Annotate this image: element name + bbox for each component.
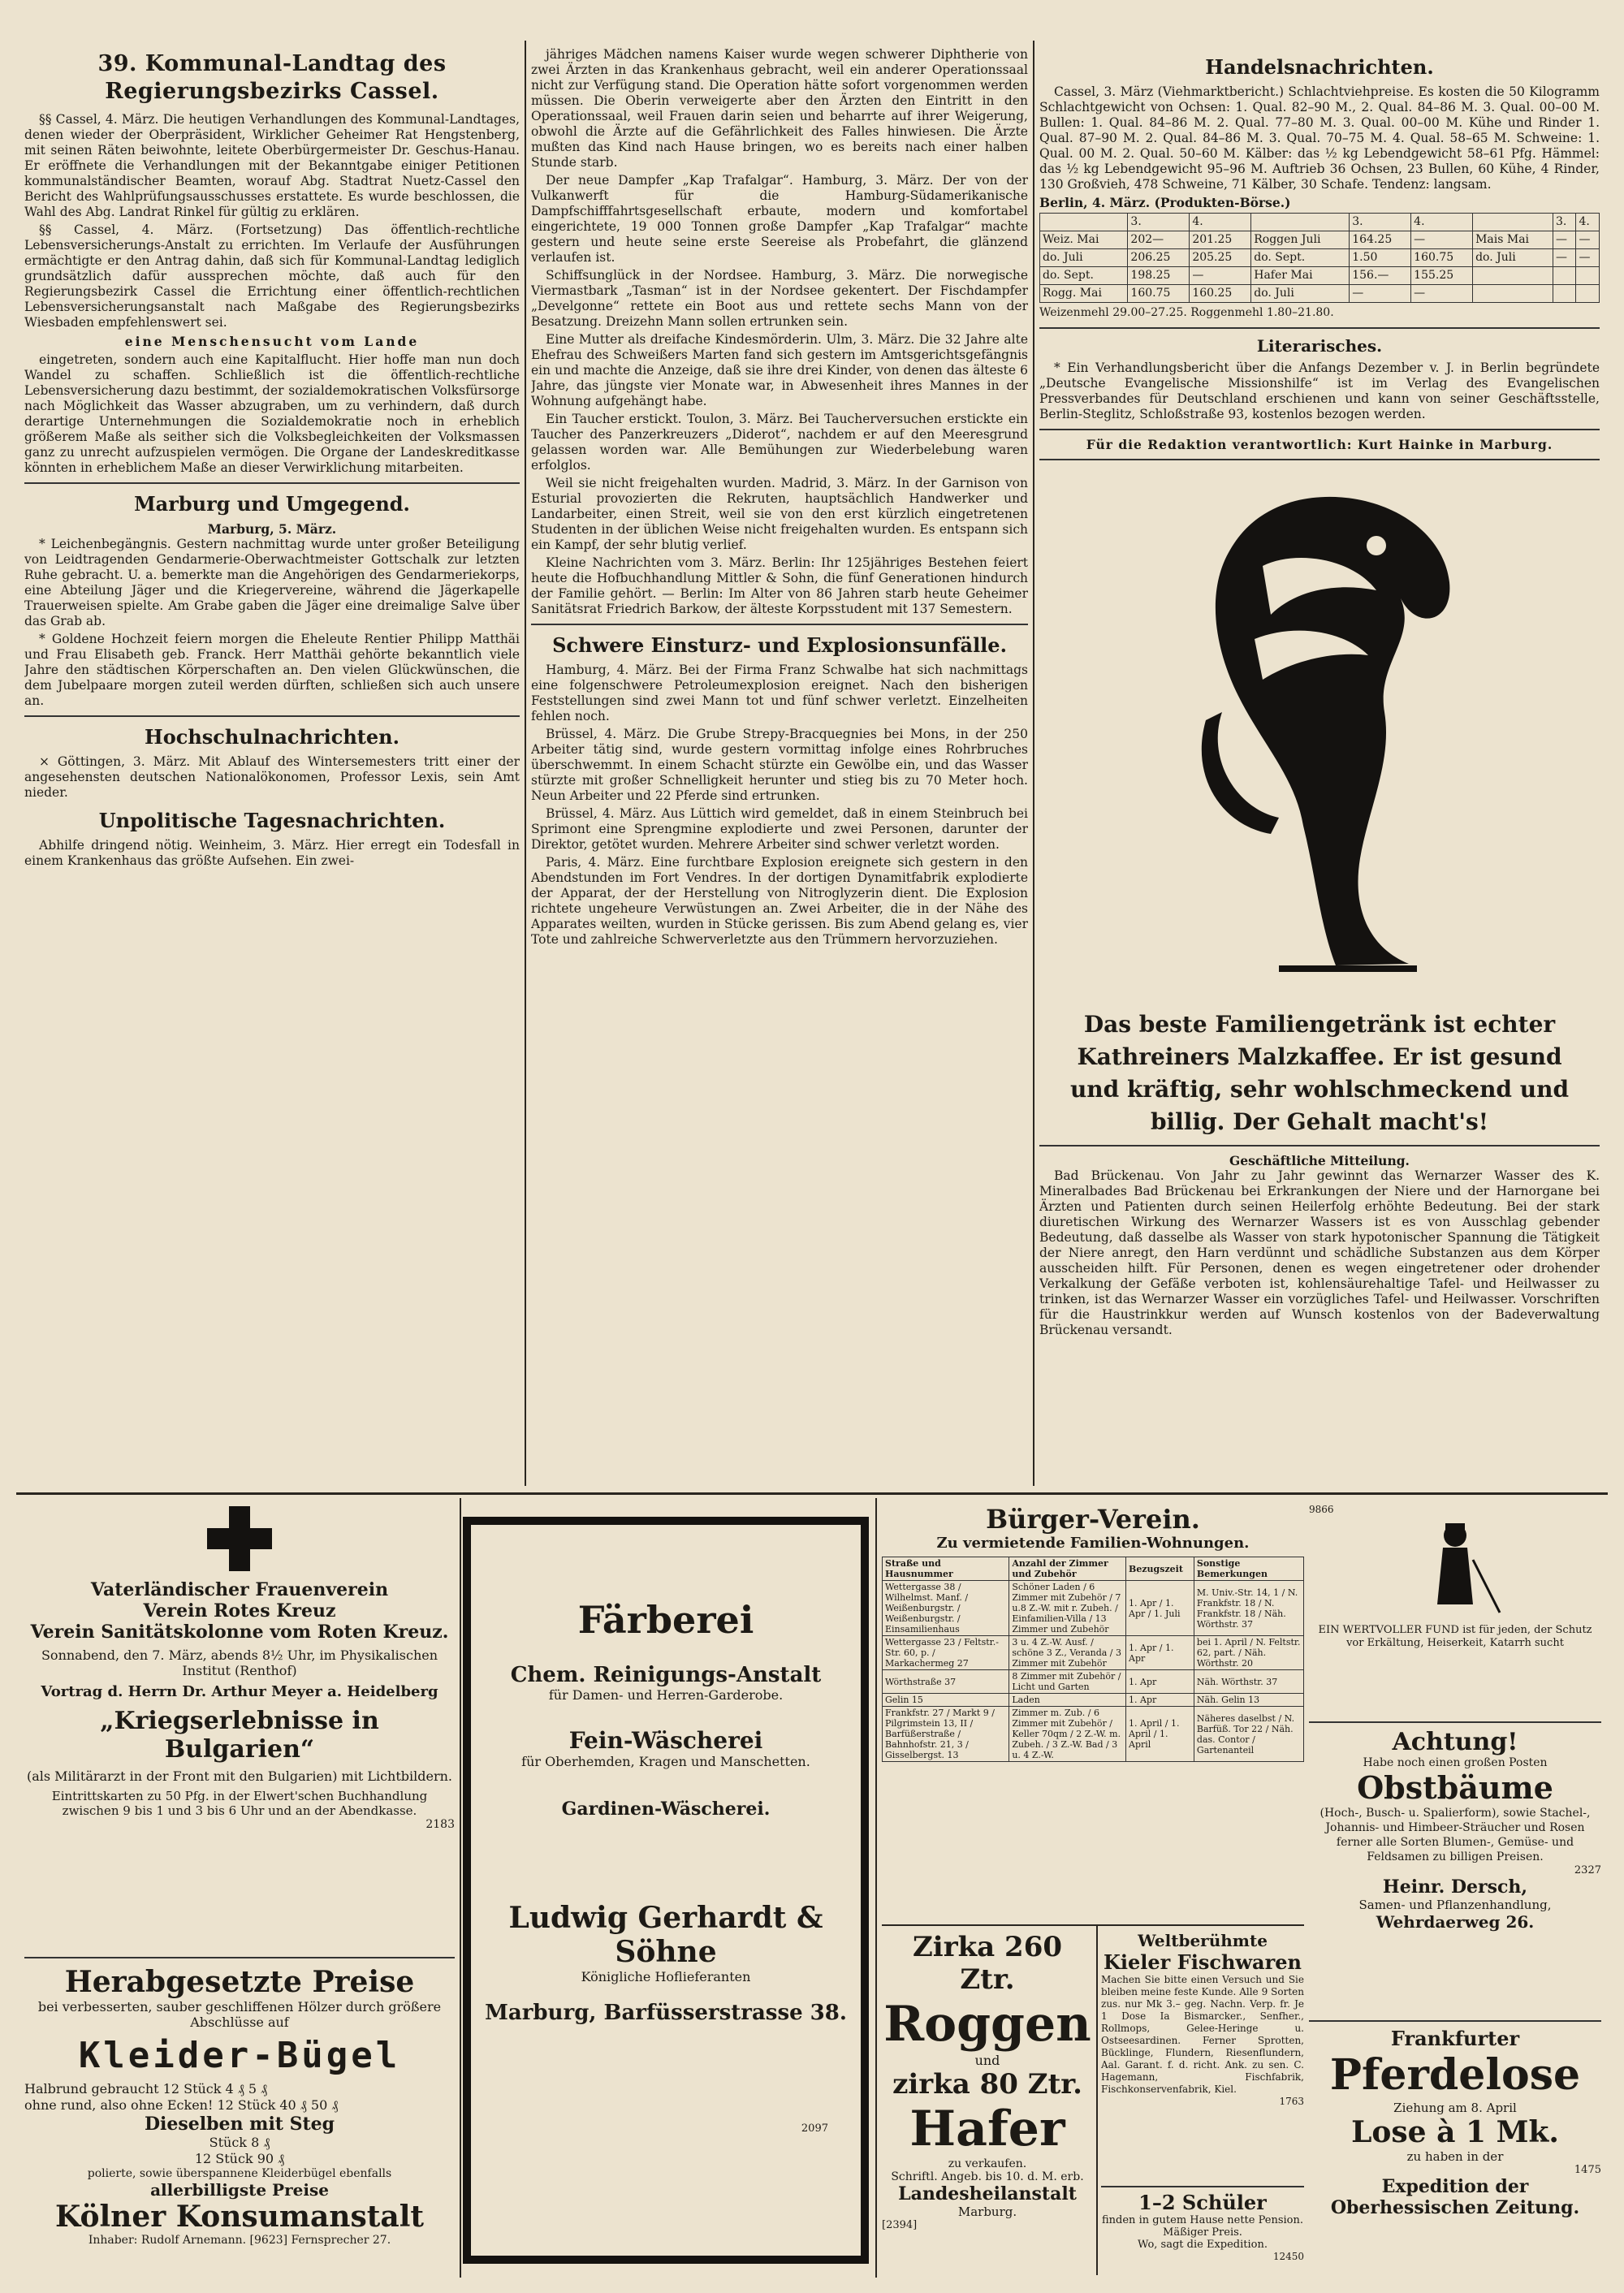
rental-cell: 3 u. 4 Z.-W. Ausf. / schöne 3 Z., Veranda / 3 Zimmer mit Zubehör — [1009, 1636, 1126, 1670]
rental-header-row — [883, 1557, 1304, 1581]
market-cell: — — [1553, 249, 1575, 267]
rental-cell: Gelin 15 — [883, 1694, 1009, 1707]
rental-cell: Wörthstraße 37 — [883, 1670, 1009, 1694]
ad-line: Königliche Hoflieferanten — [581, 1969, 751, 1984]
divider — [1039, 429, 1600, 430]
market-cell: Hafer Mai — [1251, 267, 1350, 285]
ad-headline: Herabgesetzte Preise — [64, 1965, 415, 1999]
divider — [531, 624, 1028, 625]
ad-line: Verein Rotes Kreuz — [143, 1600, 336, 1622]
article-text: Brüssel, 4. März. Die Grube Strepy-Bracquegnies bei Mons, in der 250 Arbeiter tätig sind, wurde gestern vormittag infolge eines Rohrbruches überschwemmt. In einem Schacht stürzte ein Gewölbe ein, und das Wasser stürzte mit großer Schnelligkeit herunter und stieg bis zu 70 Meter hoch. Neun Arbeiter und 22 Pferde sind ertrunken. — [531, 727, 1028, 803]
rental-cell: Näheres daselbst / N. Barfüß. Tor 22 / Näh. das. Contor / Gartenanteil — [1194, 1707, 1303, 1762]
ads-column-divider — [460, 1498, 461, 2278]
ad-line: Marburg, Barfüsserstrasse 38. — [485, 2001, 847, 2025]
column-1 — [24, 47, 520, 1484]
rental-header: Sonstige Bemerkungen — [1194, 1557, 1303, 1581]
ad-line: Eintrittskarten zu 50 Pfg. in der Elwert'schen Buchhandlung zwischen 9 bis 1 und 3 bis 6 Uhr und an der Abendkasse. — [51, 1789, 428, 1818]
editor-line: Für die Redaktion verantwortlich: Kurt Hainke in Marburg. — [1086, 437, 1553, 452]
ad-headline: Hafer — [909, 2101, 1065, 2157]
ads-divider — [882, 1924, 1304, 1926]
market-cell: 160.25 — [1190, 285, 1251, 303]
article-text: * Leichenbegängnis. Gestern nachmittag wurde unter großer Beteiligung von Leidtragenden Gendarmerie-Oberwachtmeister Gottschalk zur letzten Ruhe gebracht. U. a. bemerkte man die Angehörigen des Gendarmeriekorps, eine Abteilung Jäger und die Kriegervereine, während die Jägerkapelle Trauerweisen spielte. Am Grabe gaben die Jäger eine dreimalige Salve über das Grab ab. — [24, 537, 520, 628]
kathreiner-slogan: Das beste Familiengetränk ist echter Kathreiners Malzkaffee. Er ist gesund und kräftig, sehr wohlschmeckend und billig. Der Gehalt macht's! — [1069, 1011, 1570, 1135]
market-cell: 156.— — [1350, 267, 1411, 285]
market-cell: 205.25 — [1190, 249, 1251, 267]
divider — [1039, 1145, 1600, 1146]
rental-cell: Näh. Wörthstr. 37 — [1194, 1670, 1303, 1694]
ad-line: Chem. Reinigungs-Anstalt — [510, 1663, 822, 1687]
ad-line: ohne rund, also ohne Ecken! 12 Stück 40 ₰ 50 ₰ — [24, 2097, 339, 2113]
ad-number: 2327 — [1574, 1864, 1601, 1876]
ad-buergerverein — [882, 1504, 1304, 1926]
article-text: Weil sie nicht freigehalten wurden. Madrid, 3. März. In der Garnison von Esturial provozierten die Rekruten, hauptsächlich Handwerker und Landarbeiter, einen Streit, weil sie von den erst kürzlich eingetretenen Studenten in der üblichen Weise nicht freigehalten wurden. Es entspann sich ein Kampf, der sehr blutig verlief. — [531, 476, 1028, 552]
section-title-literarisch: Literarisches. — [1256, 336, 1383, 356]
market-cell — [1576, 285, 1600, 303]
ad-number: 2183 — [425, 1818, 455, 1831]
section-title-marburg: Marburg und Umgegend. — [134, 492, 410, 516]
ads-column-divider — [875, 1498, 877, 2278]
market-cell: 201.25 — [1190, 231, 1251, 249]
rental-header: Bezugszeit — [1126, 1557, 1194, 1581]
market-cell: — — [1576, 231, 1600, 249]
red-cross-icon — [207, 1506, 272, 1571]
article-text: Brüssel, 4. März. Aus Lüttich wird gemeldet, daß in einem Steinbruch bei Sprimont eine Sprengmine explodierte und zwei Personen, darunter der Direktor, getötet wurden. Mehrere Arbeiter sind schwer verletzt worden. — [531, 806, 1028, 852]
ad-number: 2097 — [801, 2122, 828, 2135]
market-cell: Rogg. Mai — [1040, 285, 1128, 303]
market-cell: 155.25 — [1411, 267, 1473, 285]
column-3 — [1039, 47, 1600, 1484]
subhead: eine Menschensucht vom Lande — [124, 334, 420, 349]
market-cell: — — [1553, 231, 1575, 249]
rental-cell: Wettergasse 38 / Wilhelmst. Manf. / Weißenburgstr. / Weißenburgstr. / Einsamilienhaus — [883, 1581, 1009, 1636]
ad-number: 9866 — [1309, 1504, 1334, 1515]
rental-cell: Laden — [1009, 1694, 1126, 1707]
ad-line: für Damen- und Herren-Garderobe. — [548, 1687, 784, 1703]
market-cell — [1473, 285, 1553, 303]
article-text: Der neue Dampfer „Kap Trafalgar“. Hamburg, 3. März. Der von der Vulkanwerft für die Hamburg-Südamerikanische Dampfschifffahrtsgesellschaft erbaute, modern und komfortabel eingerichtete, 19 000 Tonnen große Dampfer „Kap Trafalgar“ machte gestern und heute seine erste Seereise als Probefahrt, die glänzend verlaufen ist. — [531, 173, 1028, 265]
ad-line: Stück 8 ₰ — [209, 2135, 270, 2150]
column-2 — [531, 47, 1028, 1484]
ad-line: bei verbesserten, sauber geschliffenen Hölzer durch größere Abschlüsse auf — [37, 1999, 442, 2030]
market-cell: 4. — [1190, 214, 1251, 231]
ad-frauenverein — [24, 1506, 455, 1953]
ad-line: (Hoch-, Busch- u. Spalierform), sowie Stachel-, Johannis- und Himbeer-Sträucher und Rosen ferner alle Sorten Blumen-, Gemüse- und Feldsamen zu billigen Preisen. — [1320, 1807, 1591, 1863]
rental-cell: Schöner Laden / 6 Zimmer mit Zubehör / 7 u.8 Z.-W. mit r. Zubeh. / Einfamilien-Villa / 13 Zimmer und Zubehör — [1009, 1581, 1126, 1636]
ad-line: zu haben in der — [1406, 2149, 1504, 2164]
ad-line: Oberhessischen Zeitung. — [1330, 2197, 1580, 2218]
column-divider — [1033, 41, 1034, 1486]
market-cell: 3. — [1128, 214, 1190, 231]
market-cell: — — [1576, 249, 1600, 267]
column-divider — [525, 41, 526, 1486]
article-text: Ein Taucher erstickt. Toulon, 3. März. Bei Taucherversuchen erstickte ein Taucher des Panzerkreuzers „Diderot“, nachdem er auf den Meeresgrund gelassen worden war. Alle Bemühungen zur Wiederbelebung waren erfolglos. — [531, 412, 1028, 473]
market-cell: Mais Mai — [1473, 231, 1553, 249]
market-cell: 202— — [1128, 231, 1190, 249]
market-cell: do. Juli — [1251, 285, 1350, 303]
ad-line: Marburg. — [957, 2204, 1017, 2219]
section-title-unpolitisch: Unpolitische Tagesnachrichten. — [98, 809, 446, 832]
divider — [24, 715, 520, 717]
market-cell — [1576, 267, 1600, 285]
market-cell: 3. — [1350, 214, 1411, 231]
market-cell — [1553, 267, 1575, 285]
rental-cell: Zimmer m. Zub. / 6 Zimmer mit Zubehör / Keller 70qm / 2 Z.-W. m. Zubeh. / 3 Z.-W. Bad / 3 u. 4 Z.-W. — [1009, 1707, 1126, 1762]
market-cell: 1.50 — [1350, 249, 1411, 267]
ad-line: Dieselben mit Steg — [144, 2114, 335, 2135]
market-cell: 206.25 — [1128, 249, 1190, 267]
market-row — [1040, 267, 1600, 285]
rental-row — [883, 1670, 1304, 1694]
ad-headline: Lose à 1 Mk. — [1351, 2115, 1559, 2149]
market-heading: Berlin, 4. März. (Produkten-Börse.) — [1039, 195, 1291, 210]
article-text: Cassel, 3. März (Viehmarktbericht.) Schlachtviehpreise. Es kosten die 50 Kilogramm Schlachtgewicht von Ochsen: 1. Qual. 82–90 M., 2. Qual. 84–86 M. 3. Qual. 00–00 M. Bullen: 1. Qual. 84–86 M. 2. Qual. 77–80 M. 3. Qual. 00–00 M. Kühe und Rinder 1. Qual. 87–90 M. 2. Qual. 84–86 M. 3. Qual. 70–75 M. 4. Qual. 58–65 M. Schweine: 1. Qual. 00 M. 2. Qual. 50–60 M. Kälber: das ½ kg Lebendgewicht 58–61 Pfg. Hämmel: das ½ kg Lebendgewicht 95–96 M. Auftrieb 36 Ochsen, 23 Bullen, 60 Kühe, 4 Rinder, 130 Großvieh, 478 Schweine, 71 Kälber, 30 Schafe. Tendenz: langsam. — [1039, 84, 1600, 192]
ad-line: Machen Sie bitte einen Versuch und Sie bleiben meine feste Kunde. Alle 9 Sorten zus. nur Mk 3.– geg. Nachn. Verp. fr. Je 1 Dose Ia Bismarcker., Senfher., Rollmops, Gelee-Heringe u. Ostseesardinen. Ferner Sprotten, Bücklinge, Flundern, Riesenflundern, Aal. Garant. f. d. richt. Ank. zu sen. C. Hagemann, Fischfabrik, Fischkonservenfabrik, Kiel. — [1101, 1974, 1304, 2095]
rental-header: Anzahl der Zimmer und Zubehör — [1009, 1557, 1126, 1581]
market-table — [1039, 213, 1600, 303]
rental-row — [883, 1694, 1304, 1707]
ad-fund — [1309, 1504, 1601, 1715]
ad-number: 1763 — [1279, 2096, 1304, 2107]
market-row — [1040, 285, 1600, 303]
ad-faerberei — [463, 1517, 869, 2264]
ad-line: Sonnabend, den 7. März, abends 8½ Uhr, im Physikalischen Institut (Renthof) — [41, 1647, 438, 1678]
ad-line: 12 Stück 90 ₰ — [194, 2151, 285, 2166]
market-cell — [1473, 214, 1553, 231]
ad-headline: 1–2 Schüler — [1138, 2191, 1267, 2214]
ad-line: Ziehung am 8. April — [1393, 2101, 1517, 2115]
market-cell: — — [1411, 231, 1473, 249]
divider — [1039, 459, 1600, 460]
ad-line: Expedition der — [1381, 2176, 1529, 2197]
market-cell: 160.75 — [1411, 249, 1473, 267]
ad-headline: Kölner Konsumanstalt — [54, 2200, 424, 2234]
ad-line: Gardinen-Wäscherei. — [561, 1799, 771, 1820]
ad-headline: Färberei — [577, 1598, 754, 1642]
rental-cell: 1. Apr / 1. Apr / 1. Juli — [1126, 1581, 1194, 1636]
dateline: Marburg, 5. März. — [207, 521, 337, 537]
ad-headline: Obstbäume — [1357, 1769, 1553, 1806]
market-cell — [1251, 214, 1350, 231]
ad-kieler-fischwaren — [1101, 1931, 1304, 2183]
market-cell: Roggen Juli — [1251, 231, 1350, 249]
market-header-row — [1040, 214, 1600, 231]
rental-cell: 1. Apr — [1126, 1670, 1194, 1694]
ad-number: 1475 — [1574, 2164, 1601, 2176]
market-row — [1040, 249, 1600, 267]
ad-obstbaeume — [1309, 1721, 1601, 2015]
ad-line: Halbrund gebraucht 12 Stück 4 ₰ 5 ₰ — [24, 2081, 268, 2097]
rental-cell: 1. Apr — [1126, 1694, 1194, 1707]
ad-line: finden in gutem Hause nette Pension. Mäßiger Preis. — [1102, 2214, 1303, 2239]
rental-cell: M. Univ.-Str. 14, 1 / N. Frankfstr. 18 / N. Frankfstr. 18 / Näh. Wörthstr. 37 — [1194, 1581, 1303, 1636]
article-text: × Göttingen, 3. März. Mit Ablauf des Wintersemesters tritt einer der angesehensten deutschen Nationalökonomen, Professor Lexis, sein Amt nieder. — [24, 754, 520, 800]
rental-header: Straße und Hausnummer — [883, 1557, 1009, 1581]
rental-cell: 8 Zimmer mit Zubehör / Licht und Garten — [1009, 1670, 1126, 1694]
ad-roggen — [882, 1931, 1093, 2280]
ad-line: Zirka 260 Ztr. — [912, 1931, 1063, 1996]
rental-cell: 1. Apr / 1. Apr — [1126, 1636, 1194, 1670]
ad-line: allerbilligste Preise — [150, 2180, 329, 2200]
article-text: Abhilfe dringend nötig. Weinheim, 3. März. Hier erregt ein Todesfall in einem Krankenhaus das größte Aufsehen. Ein zwei- — [24, 838, 520, 868]
ad-line: Wehrdaerweg 26. — [1376, 1912, 1535, 1932]
ad-line: Landesheilanstalt — [898, 2183, 1077, 2204]
kathreiner-figure-illustration — [1173, 469, 1466, 1004]
ad-headline: Roggen — [883, 1996, 1091, 2053]
article-text: Bad Brückenau. Von Jahr zu Jahr gewinnt das Wernarzer Wasser des K. Mineralbades Bad Brückenau bei Erkrankungen der Niere und der Harnorgane bei Ärzten und Patienten durch seinen Heilerfolg erhöhte Bedeutung. Bei der stark diuretischen Wirkung des Wernarzer Wassers ist es von Ausschlag gebender Bedeutung, daß dasselbe als Wasser von stark hypotonischer Spannung die Tätigkeit der Niere anregt, den Harn verdünnt und schädliche Substanzen aus dem Körper ausscheiden hilft. Für Personen, denen es wegen eingetretener oder drohender Verkalkung der Gefäße verboten ist, kohlensäurehaltige Tafel- und Heilwasser zu trinken, ist das Wernarzer Wasser ein vorzügliches Tafel- und Heilwasser. Vorschriften für die Haustrinkkur werden auf Wunsch kostenlos von der Badeverwaltung Brückenau versandt. — [1039, 1168, 1600, 1337]
rental-row — [883, 1636, 1304, 1670]
ad-number: [2394] — [882, 2219, 918, 2231]
article-text: Kleine Nachrichten vom 3. März. Berlin: Ihr 125jähriges Bestehen feiert heute die Hofbuchhandlung Mittler & Sohn, die fünf Generationen hindurch der Familie gehört. — Berlin: Im Alter von 86 Jahren starb heute Geheimer Sanitätsrat Friedrich Barkow, der älteste Korpsstudent mit 137 Semestern. — [531, 555, 1028, 616]
ad-line: Heinr. Dersch, — [1382, 1876, 1528, 1898]
article-title-landtag: 39. Kommunal-Landtag des Regierungsbezirks Cassel. — [97, 51, 447, 104]
market-cell: do. Sept. — [1040, 267, 1128, 285]
ad-line: für Oberhemden, Kragen und Manschetten. — [521, 1754, 810, 1769]
rental-row — [883, 1707, 1304, 1762]
man-with-umbrella-illustration — [1398, 1515, 1512, 1621]
rental-cell: 1. April / 1. April / 1. April — [1126, 1707, 1194, 1762]
notice-title: Geschäftliche Mitteilung. — [1229, 1153, 1410, 1168]
ad-line: Zu vermietende Familien-Wohnungen. — [936, 1535, 1250, 1552]
market-footnote: Weizenmehl 29.00–27.25. Roggenmehl 1.80–21.80. — [1039, 306, 1334, 319]
ad-line: Schriftl. Angeb. bis 10. d. M. erb. — [891, 2170, 1084, 2183]
ads-column-divider — [1096, 1926, 1098, 2275]
ad-number: 12450 — [1272, 2251, 1304, 2262]
market-cell: — — [1190, 267, 1251, 285]
market-row — [1040, 231, 1600, 249]
ad-line: zirka 80 Ztr. — [892, 2068, 1082, 2101]
article-text: * Goldene Hochzeit feiern morgen die Eheleute Rentier Philipp Matthäi und Frau Elisabeth geb. Franck. Herr Matthäi gehörte bekanntlich viele Jahre den städtischen Körperschaften an. Den vielen Glückwünschen, die dem Jubelpaare morgen zuteil werden dürften, schließen sich auch unsere an. — [24, 632, 520, 708]
ad-line: Frankfurter — [1390, 2027, 1520, 2050]
ad-line: (als Militärarzt in der Front mit den Bulgarien) mit Lichtbildern. — [26, 1768, 453, 1784]
article-text: §§ Cassel, 4. März. (Fortsetzung) Das öffentlich-rechtliche Lebensversicherungs-Anstalt zu errichten. Im Verlaufe der Ausführungen ermächtigte er den Antrag dahin, daß sich für Kommunal-Landtag lediglich grundsätzlich dafür aussprechen möchte, daß auch für den Regierungsbezirk Cassel die Errichtung einer öffentlich-rechtlichen Lebensversicherungsanstalt nach Maßgabe des Regierungsbezirks Wiesbaden empfehlenswert sei. — [24, 222, 520, 330]
ad-headline: Achtung! — [1392, 1728, 1518, 1756]
market-cell: 4. — [1576, 214, 1600, 231]
rental-cell: Frankfstr. 27 / Markt 9 / Pilgrimstein 13, II / Barfüßerstraße / Bahnhofstr. 21, 3 / Gisselbergst. 13 — [883, 1707, 1009, 1762]
divider — [24, 482, 520, 484]
market-cell: — — [1350, 285, 1411, 303]
rental-cell: Wettergasse 23 / Feltstr.-Str. 60, p. / Markachermeg 27 — [883, 1636, 1009, 1670]
ad-line: Inhaber: Rudolf Arnemann. [9623] Fernsprecher 27. — [88, 2234, 391, 2247]
ad-line: Wo, sagt die Expedition. — [1137, 2239, 1268, 2251]
ad-schueler — [1101, 2186, 1304, 2282]
market-cell — [1553, 285, 1575, 303]
section-title-handel: Handelsnachrichten. — [1205, 55, 1434, 79]
ad-pferdelose — [1309, 2020, 1601, 2282]
ad-line: polierte, sowie überspannene Kleiderbügel ebenfalls — [87, 2167, 392, 2180]
market-cell: 3. — [1553, 214, 1575, 231]
article-text: * Ein Verhandlungsbericht über die Anfangs Dezember v. J. in Berlin begründete „Deutsche Evangelische Missionshilfe“ ist im Verlag des Evangelischen Pressverbandes für Deutschland erschienen und kann von seiner Geschäftsstelle, Berlin-Steglitz, Schloßstraße 93, kostenlos bezogen werden. — [1039, 361, 1600, 421]
divider — [1039, 327, 1600, 329]
market-cell: 160.75 — [1128, 285, 1190, 303]
kathreiner-ad — [1039, 469, 1600, 1138]
ad-line: EIN WERTVOLLER FUND ist für jeden, der Schutz vor Erkältung, Heiserkeit, Katarrh sucht — [1318, 1624, 1592, 1649]
market-cell — [1040, 214, 1128, 231]
article-text: Hamburg, 4. März. Bei der Firma Franz Schwalbe hat sich nachmittags eine folgenschwere Petroleumexplosion ereignet. Nach den bisherigen Feststellungen sind zwei Mann tot und fünf schwer verletzt. Einzelheiten fehlen noch. — [531, 663, 1028, 723]
market-cell: do. Juli — [1040, 249, 1128, 267]
article-text: eingetreten, sondern auch eine Kapitalflucht. Hier hoffe man nun doch Wandel zu schaffen. Schließlich ist die öffentlich-rechtliche Lebensversicherung dazu bestimmt, der sozialdemokratischen Volksfürsorge nach Möglichkeit das Wasser abzugraben, um zu verhindern, daß durch derartige Unternehmungen die Sozialdemokratie noch in erheblich größerem Maße als seither sich die Volksbegleichkeiten der Volksmassen ganz zu unrecht aufzuspielen vermögen. Die Organe der Landeskreditkasse könnten in erheblichem Maße an dieser Verwirklichung mitarbeiten. — [24, 352, 520, 475]
ad-headline: Pferdelose — [1329, 2050, 1581, 2100]
ad-headline: Kieler Fischwaren — [1104, 1950, 1302, 1974]
market-cell: do. Juli — [1473, 249, 1553, 267]
market-cell — [1473, 267, 1553, 285]
market-cell: Weiz. Mai — [1040, 231, 1128, 249]
article-text: Eine Mutter als dreifache Kindesmörderin. Ulm, 3. März. Die 32 Jahre alte Ehefrau des Schweißers Marten fand sich gestern im Amtsgerichtsgefängnis ein und machte die Anzeige, daß sie ihre drei Kinder, von denen das älteste 6 Jahre, das jüngste vier Monate war, in Abwesenheit ihres Mannes in der Wohnung aufgehängt habe. — [531, 332, 1028, 408]
section-title-hochschul: Hochschulnachrichten. — [145, 725, 400, 749]
rental-cell: bei 1. April / N. Feltstr. 62, part. / Näh. Wörthstr. 20 — [1194, 1636, 1303, 1670]
ad-line: Habe noch einen großen Posten — [1363, 1756, 1548, 1769]
article-text: Schiffsunglück in der Nordsee. Hamburg, 3. März. Die norwegische Viermastbark „Tasman“ ist in der Nordsee gekentert. Der Fischdampfer „Develgonne“ rettete ein Boot aus und rettete sechs Mann von der Besatzung. Dreizehn Mann sollen ertrunken sein. — [531, 268, 1028, 329]
market-cell: do. Sept. — [1251, 249, 1350, 267]
ad-line: Verein Sanitätskolonne vom Roten Kreuz. — [30, 1622, 449, 1643]
ads-divider — [16, 1492, 1608, 1495]
market-cell: 198.25 — [1128, 267, 1190, 285]
article-text: Paris, 4. März. Eine furchtbare Explosion ereignete sich gestern in den Abendstunden im Fort Vendres. In der dortigen Dynamitfabrik explodierte der Apparat, der der Herstellung von Nitroglyzerin dient. Die Explosion richtete ungeheure Verwüstungen an. Zwei Arbeiter, die in der Nähe des Apparates weilten, wurden in Stücke gerissen. Bis zum Abend gelang es, vier Tote und zahlreiche Schwerverletzte aus den Trümmern hervorzuziehen. — [531, 855, 1028, 947]
section-title-explosion: Schwere Einsturz- und Explosionsunfälle. — [552, 633, 1007, 657]
rental-row — [883, 1581, 1304, 1636]
ad-line: Weltberühmte — [1138, 1931, 1268, 1950]
ad-line: Fein-Wäscherei — [568, 1727, 763, 1754]
ad-headline: Kleider-Bügel — [78, 2035, 401, 2076]
market-cell: 4. — [1411, 214, 1473, 231]
ad-kleiderbuegel — [24, 1957, 455, 2283]
ad-line: und — [974, 2053, 1000, 2068]
article-text: §§ Cassel, 4. März. Die heutigen Verhandlungen des Kommunal-Landtages, denen wieder der Oberpräsident, Wirklicher Geheimer Rat Hengstenberg, mit seinen Räten beiwohnte, leitete Oberbürgermeister Dr. Geschus-Hanau. Er eröffnete die Verhandlungen mit der Bekanntgabe einiger Petitionen kommunalständischer Beamten, worauf Abg. Stadtrat Nuetz-Cassel den Bericht des Wahlprüfungsausschusses erstattete. Es wurde beschlossen, die Wahl des Abg. Landrat Rinkel für gültig zu erklären. — [24, 112, 520, 219]
ad-line: Vaterländischer Frauenverein — [90, 1579, 389, 1600]
ad-line: Samen- und Pflanzenhandlung, — [1358, 1898, 1552, 1912]
rental-table — [882, 1557, 1304, 1762]
article-text: jähriges Mädchen namens Kaiser wurde wegen schwerer Diphtherie von zwei Ärzten in das Krankenhaus gebracht, weil ein anderer Operationssaal nicht zur Verfügung stand. Die Operation hätte sofort vorgenommen werden müssen. Die Oberin verweigerte aber den Ärzten den Eintritt in den Operationssaal, weil Frauen darin seien und beharrte auf ihrer Weigerung, obwohl die Ärzte auf die Gefährlichkeit des Falles hinwiesen. Die Ärzte mußten das Kind nach Hause bringen, wo es bereits nach einer halben Stunde starb. — [531, 47, 1028, 170]
ad-line: Vortrag d. Herrn Dr. Arthur Meyer a. Heidelberg — [41, 1683, 438, 1700]
market-cell: 164.25 — [1350, 231, 1411, 249]
rental-cell: Näh. Gelin 13 — [1194, 1694, 1303, 1707]
market-cell: — — [1411, 285, 1473, 303]
ad-headline: Bürger-Verein. — [986, 1504, 1200, 1535]
ad-headline: Ludwig Gerhardt & Söhne — [508, 1901, 823, 1969]
ad-line: zu verkaufen. — [948, 2157, 1027, 2170]
ad-headline: „Kriegserlebnisse in Bulgarien“ — [100, 1707, 379, 1764]
